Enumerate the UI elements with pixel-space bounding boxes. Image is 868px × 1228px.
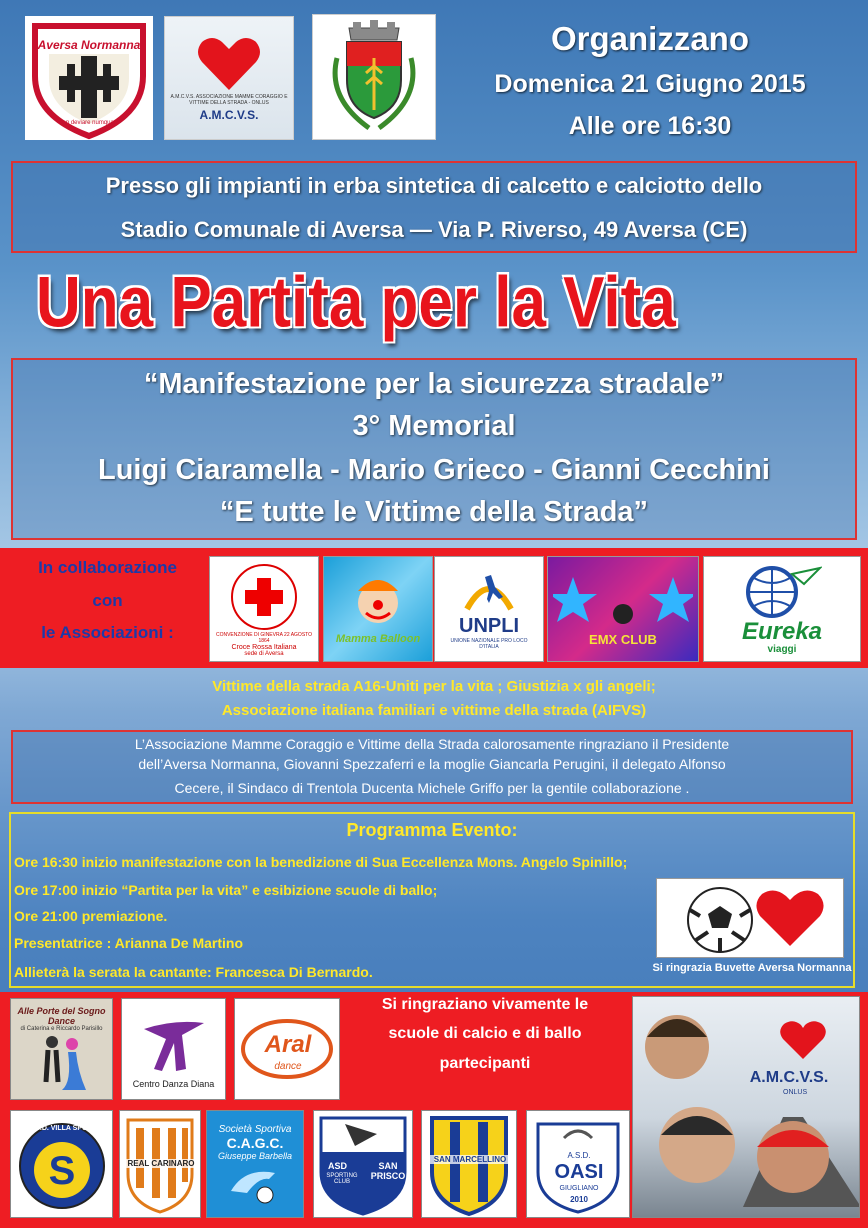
program-item-1: Ore 16:30 inizio manifestazione con la benedizione di Sua Eccellenza Mons. Angelo Spinillo; <box>14 854 628 870</box>
san-marcellino-logo <box>421 1110 517 1218</box>
real-carinaro-name: REAL CARINARO <box>120 1159 201 1168</box>
buvette-logo <box>656 878 844 958</box>
schools-thanks-1: Si ringraziano vivamente le <box>381 996 589 1013</box>
villa-sport-name: A.S.D. VILLA SPORT <box>28 1125 97 1132</box>
program-item-2: Ore 17:00 inizio “Partita per la vita” e esibizione scuole di ballo; <box>14 882 438 898</box>
centro-danza-diana-name: Centro Danza Diana <box>132 1079 215 1089</box>
comune-crest-logo <box>312 14 436 140</box>
schools-thanks-3: partecipanti <box>439 1055 531 1072</box>
location-line-1: Presso gli impianti in erba sintetica di calcetto e calciotto dello <box>105 173 763 198</box>
aral-sub: dance <box>274 1061 302 1072</box>
city-crest-icon <box>319 18 429 136</box>
croce-rossa-sub: sede di Aversa <box>244 650 284 657</box>
aversa-normanna-logo <box>25 16 153 140</box>
thanks-box <box>11 730 853 804</box>
centro-danza-diana-logo <box>121 998 226 1100</box>
amcvs-collage-name: A.M.C.V.S. <box>749 1069 829 1086</box>
svg-text:S: S <box>48 1149 75 1193</box>
heart-icon <box>194 34 264 94</box>
emx-club-name: EMX CLUB <box>589 631 657 647</box>
eureka-viaggi-logo <box>703 556 861 662</box>
san-prisco-logo <box>313 1110 413 1218</box>
location-line-2: Stadio Comunale di Aversa — Via P. Riverso, 49 Aversa (CE) <box>120 217 748 242</box>
real-carinaro-logo <box>119 1110 201 1218</box>
event-title: Una Partita per la Vita <box>36 263 676 343</box>
oasi-logo <box>526 1110 630 1218</box>
amcvs-logo-name: A.M.C.V.S. <box>199 108 259 122</box>
clown-logo-text: Mamma Balloon <box>335 633 421 645</box>
oasi-asd: A.S.D. <box>567 1151 591 1160</box>
dancer-silhouette-icon <box>134 1009 214 1079</box>
dolphin-icon <box>225 1161 285 1205</box>
amcvs-logo-subtitle: A.M.C.V.S. ASSOCIAZIONE MAMME CORAGGIO E VITTIME DELLA STRADA - ONLUS <box>170 94 288 106</box>
aversa-logo-top-text: Aversa Normanna <box>37 38 141 52</box>
san-marcellino-shield-icon <box>424 1112 514 1216</box>
red-cross-icon <box>224 562 304 632</box>
collaboration-label-3: le Associazioni : <box>41 623 174 642</box>
organizers-heading: Organizzano <box>550 20 750 57</box>
memorial-box <box>11 358 857 540</box>
aversa-logo-motto: non deviare numquam <box>59 120 119 126</box>
thanks-line-2: dell’Aversa Normanna, Giovanni Spezzaferri e la moglie Giancarla Perugini, il delegato Alfonso <box>138 756 726 772</box>
buvette-thanks: Si ringrazia Buvette Aversa Normanna <box>652 962 852 974</box>
aral-dance-logo <box>234 998 340 1100</box>
san-prisco-club: SPORTING CLUB <box>326 1173 358 1185</box>
amcvs-collage-sub: ONLUS <box>783 1089 808 1096</box>
sogno-dance-sub: di Caterina e Riccardo Parisillo <box>20 1026 103 1032</box>
unpli-logo <box>434 556 544 662</box>
associations-line-1: Vittime della strada A16-Uniti per la vita ; Giustizia x gli angeli; <box>212 678 656 695</box>
oasi-city: GIUGLIANO <box>559 1185 599 1192</box>
program-item-5: Allieterà la serata la cantante: Francesca Di Bernardo. <box>14 964 373 980</box>
croce-rossa-name: Croce Rossa Italiana <box>231 643 297 651</box>
croce-rossa-logo <box>209 556 319 662</box>
associations-line-2: Associazione italiana familiari e vittime della strada (AIFVS) <box>221 702 647 719</box>
program-item-4: Presentatrice : Arianna De Martino <box>14 935 243 951</box>
unpli-name: UNPLI <box>459 614 519 637</box>
san-marcellino-name: SAN MARCELLINO <box>422 1155 517 1164</box>
italy-map-icon <box>459 569 519 615</box>
program-title: Programma Evento: <box>346 820 518 840</box>
amcvs-logo <box>164 16 294 140</box>
collaboration-label-2: con <box>92 591 123 610</box>
ball-heart-icon <box>660 880 840 956</box>
sogno-dance-name: Alle Porte del Sogno Dance <box>17 1006 106 1026</box>
stars-icon <box>553 572 693 632</box>
eureka-sub: viaggi <box>767 643 797 655</box>
globe-icon <box>742 564 822 620</box>
memorial-photos-icon <box>633 997 860 1218</box>
cagc-logo <box>206 1110 304 1218</box>
event-date: Domenica 21 Giugno 2015 <box>494 70 806 98</box>
dancers-icon <box>22 1032 102 1092</box>
location-box <box>11 161 857 253</box>
unpli-sub: UNIONE NAZIONALE PRO LOCO D'ITALIA <box>450 637 528 650</box>
memorial-line-3: Luigi Ciaramella - Mario Grieco - Gianni Cecchini <box>98 454 770 486</box>
cagc-line-1: Società Sportiva <box>218 1123 292 1135</box>
thanks-line-1: L’Associazione Mamme Coraggio e Vittime della Strada calorosamente ringraziano il Presidente <box>134 736 730 752</box>
oasi-year: 2010 <box>570 1195 588 1204</box>
event-time: Alle ore 16:30 <box>568 112 732 140</box>
villa-sport-logo <box>10 1110 113 1218</box>
memorial-line-2: 3° Memorial <box>352 410 516 442</box>
cagc-line-3: Giuseppe Barbella <box>217 1150 293 1161</box>
croce-rossa-ring-text: CONVENZIONE DI GINEVRA 22 AGOSTO 1864 <box>215 631 313 644</box>
cagc-line-2: C.A.G.C. <box>226 1134 284 1151</box>
schools-thanks-2: scuole di calcio e di ballo <box>388 1025 582 1042</box>
emx-club-logo <box>547 556 699 662</box>
clown-logo <box>323 556 433 662</box>
san-prisco-asd: ASD <box>328 1161 348 1171</box>
clown-icon <box>348 573 408 633</box>
oasi-name: OASI <box>554 1161 604 1183</box>
memorial-line-1: “Manifestazione per la sicurezza stradale” <box>143 368 725 400</box>
memorial-line-4: “E tutte le Vittime della Strada” <box>219 496 649 528</box>
program-item-3: Ore 21:00 premiazione. <box>14 908 168 924</box>
eureka-name: Eureka <box>741 617 823 645</box>
sogno-dance-logo <box>10 998 113 1100</box>
amcvs-memorial-collage <box>632 996 860 1218</box>
aral-name: Aral <box>264 1031 312 1058</box>
thanks-line-3: Cecere, il Sindaco di Trentola Ducenta Michele Griffo per la gentile collaborazione . <box>174 780 690 796</box>
san-prisco-name: SAN PRISCO <box>370 1161 406 1181</box>
collaboration-label-1: In collaborazione <box>38 558 177 577</box>
